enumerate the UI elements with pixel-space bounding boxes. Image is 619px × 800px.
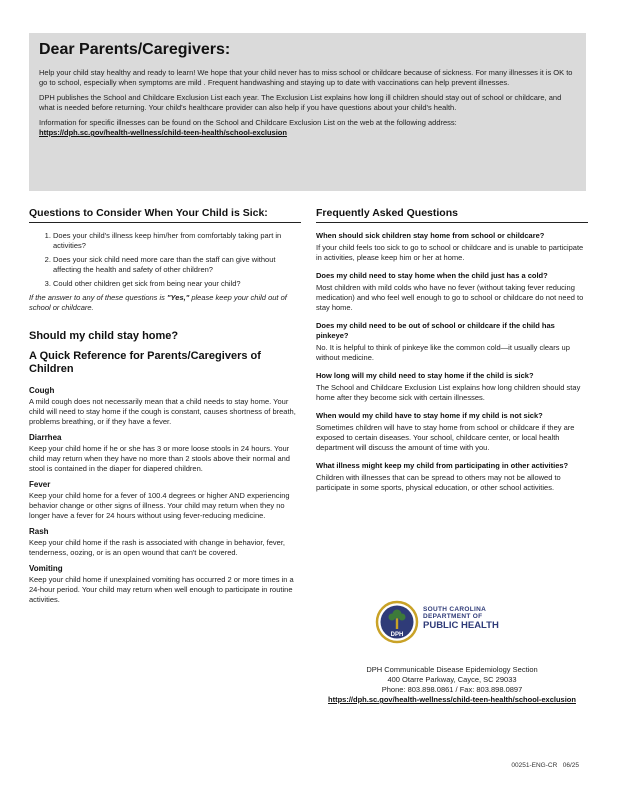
questions-note — [29, 293, 301, 313]
exclusion-list-link[interactable]: https://dph.sc.gov/health-wellness/child-teen-health/school-exclusion — [39, 128, 287, 137]
note-yes: "Yes," — [167, 293, 190, 302]
quick-reference-heading: A Quick Reference for Parents/Caregivers of Children — [29, 350, 261, 375]
faq-item — [316, 231, 588, 263]
faq-answer: Most children with mild colds who have no fever (without taking fever reducing medication) and who feel well enough to go to school or childcare do not need to stay home. — [316, 283, 584, 312]
illness-title: Cough — [29, 386, 55, 395]
question-item: 2. Does your sick child need more care than the staff can give without affecting the health and safety of other children? — [53, 255, 301, 275]
illness-fever — [29, 480, 301, 521]
dph-emblem-icon — [375, 600, 419, 644]
questions-list — [29, 231, 301, 289]
faq-item — [316, 271, 588, 313]
illness-title: Vomiting — [29, 564, 63, 573]
illness-vomiting — [29, 564, 301, 605]
contact-section: DPH Communicable Disease Epidemiology Section — [366, 665, 538, 674]
faq-answer: No. It is helpful to think of pinkeye like the common cold—it usually clears up without medicine. — [316, 343, 570, 362]
illness-text: Keep your child home if the rash is associated with change in behavior, fever, tenderness, oozing, or is an open wound that can't be covered. — [29, 538, 285, 557]
banner-title: Dear Parents/Caregivers: — [39, 41, 231, 58]
question-item: 1. Does your child's illness keep him/her from comfortably taking part in activities? — [53, 231, 301, 251]
contact-phone: Phone: 803.898.0861 / Fax: 803.898.0897 — [381, 685, 523, 694]
illness-text: A mild cough does not necessarily mean that a child needs to stay home. Your child will need to stay home if the cough is constant, causes shortness of breath, problems breathing, or if they have a fever. — [29, 397, 296, 426]
faq-item — [316, 411, 588, 453]
illness-diarrhea — [29, 433, 301, 474]
faq-question: Does my child need to stay home when the child just has a cold? — [316, 271, 548, 280]
illness-cough — [29, 386, 301, 427]
document-code: 00251-ENG-CR — [511, 762, 558, 769]
logo-line-2: DEPARTMENT OF — [423, 613, 483, 620]
illness-title: Rash — [29, 527, 49, 536]
faq-answer: Children with illnesses that can be spread to others may not be allowed to participate in some sports, physical education, or other school activities. — [316, 473, 561, 492]
contact-link[interactable]: https://dph.sc.gov/health-wellness/child-teen-health/school-exclusion — [328, 695, 576, 704]
faq-answer: If your child feels too sick to go to school or childcare and is unable to participate in activities, please keep him or her at home. — [316, 243, 584, 262]
faq-item — [316, 371, 588, 403]
faq-question: When would my child have to stay home if my child is not sick? — [316, 411, 543, 420]
banner-paragraph-3-text: Information for specific illnesses can be found on the School and Childcare Exclusion List on the web at the following address: — [39, 118, 457, 127]
logo-line-1: SOUTH CAROLINA — [423, 606, 487, 613]
emblem-text: DPH — [390, 632, 404, 638]
faq-question: How long will my child need to stay home if the child is sick? — [316, 371, 534, 380]
illness-text: Keep your child home for a fever of 100.4 degrees or higher AND experiencing behavior change or other signs of illness. Your child may return when they no longer have a fever for 24 hours without using fever-reducing medicine. — [29, 491, 290, 520]
intro-banner — [29, 33, 586, 191]
faq-answer: Sometimes children will have to stay home from school or childcare if they are exposed to certain diseases. Your school, childcare center, or local health department will discuss the amount of time with you. — [316, 423, 575, 452]
faq-answer: The School and Childcare Exclusion List explains how long children should stay home after they become sick with certain illnesses. — [316, 383, 581, 402]
faq-item — [316, 461, 588, 493]
illness-rash — [29, 527, 301, 558]
dph-logo — [375, 600, 525, 648]
questions-title: Questions to Consider When Your Child is Sick: — [29, 207, 301, 223]
faq-title: Frequently Asked Questions — [316, 207, 588, 223]
faq-item — [316, 321, 588, 363]
left-column — [29, 207, 301, 611]
note-prefix: If the answer to any of these questions is — [29, 293, 167, 302]
contact-block — [316, 665, 588, 705]
faq-question: What illness might keep my child from participating in other activities? — [316, 461, 569, 470]
illness-text: Keep your child home if he or she has 3 or more loose stools in 24 hours. Your child may return when they have no more than 2 stools above their normal and stool is contained in the diaper for diapered children. — [29, 444, 290, 473]
banner-paragraph-3 — [39, 118, 576, 138]
faq-question: When should sick children stay home from school or childcare? — [316, 231, 545, 240]
illness-title: Fever — [29, 480, 51, 489]
illness-text: Keep your child home if unexplained vomiting has occurred 2 or more times in a 24-hour period. Your child may return when well enough to participate in routine activities. — [29, 575, 294, 604]
stay-home-heading: Should my child stay home? — [29, 330, 179, 342]
banner-paragraph-1: Help your child stay healthy and ready to learn! We hope that your child never has to miss school or childcare because of sickness. For many illnesses it is OK to go to school, especially when symptoms are mild . Frequent handwashing and staying up to date with vaccinations can help prevent illnesses. — [39, 68, 573, 87]
faq-question: Does my child need to be out of school or childcare if the child has pinkeye? — [316, 321, 555, 340]
banner-paragraph-2: DPH publishes the School and Childcare Exclusion List each year. The Exclusion List explains how long ill children should stay out of school or childcare, and what is needed before returning. Your child's healthcare provider can also help if you have questions about your child's health. — [39, 93, 562, 112]
document-date: 06/25 — [562, 762, 579, 769]
illness-title: Diarrhea — [29, 433, 62, 442]
question-item: 3. Could other children get sick from being near your child? — [53, 279, 301, 289]
contact-address: 400 Otarre Parkway, Cayce, SC 29033 — [387, 675, 517, 684]
note-suffix: please keep your child out of school or childcare. — [29, 293, 287, 312]
document-footer — [511, 762, 579, 769]
logo-wordmark — [423, 606, 499, 631]
logo-line-3: PUBLIC HEALTH — [423, 620, 499, 631]
right-column — [316, 207, 588, 501]
